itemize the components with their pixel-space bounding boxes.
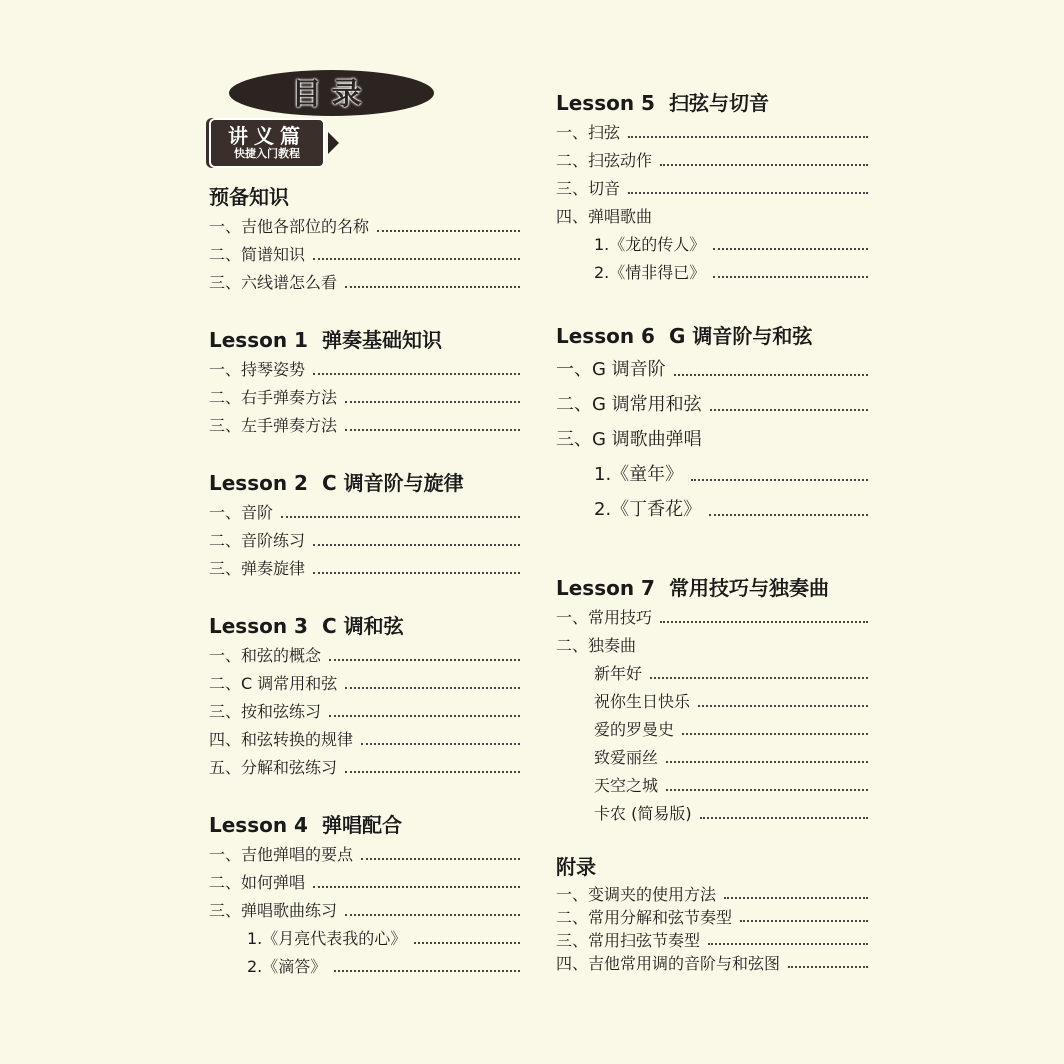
group-title xyxy=(209,327,520,353)
dot-leader xyxy=(710,409,868,411)
toc-entry[interactable] xyxy=(556,604,868,632)
toc-entry[interactable] xyxy=(209,241,520,269)
dot-leader xyxy=(377,230,520,232)
dot-leader xyxy=(313,886,520,888)
toc-group xyxy=(556,575,868,828)
dot-leader xyxy=(674,374,868,376)
dot-leader xyxy=(281,516,520,518)
toc-entry[interactable] xyxy=(209,869,520,897)
toc-entry[interactable] xyxy=(209,726,520,754)
toc-entry-label: 2.《滴答》 xyxy=(247,957,327,976)
toc-entry[interactable] xyxy=(209,642,520,670)
toc-entry-label: 二、常用分解和弦节奏型 xyxy=(556,908,733,927)
dot-leader xyxy=(691,479,868,481)
toc-entry-label: 三、按和弦练习 xyxy=(209,702,322,721)
toc-entry-label: 三、G 调歌曲弹唱 xyxy=(556,429,702,450)
toc-entry[interactable] xyxy=(209,925,520,953)
toc-group xyxy=(209,812,520,981)
toc-entry[interactable] xyxy=(209,384,520,412)
toc-entry-label: 二、独奏曲 xyxy=(556,636,637,655)
toc-entry-label: 三、切音 xyxy=(556,179,621,198)
dot-leader xyxy=(414,942,520,944)
lesson-number: Lesson 7 xyxy=(556,576,655,600)
toc-entry-label: 爱的罗曼史 xyxy=(594,720,675,739)
toc-entry-label: 四、弹唱歌曲 xyxy=(556,207,653,226)
group-title xyxy=(556,575,868,601)
toc-entry-label: 1.《童年》 xyxy=(594,464,684,485)
toc-entry-label: 二、如何弹唱 xyxy=(209,873,306,892)
dot-leader xyxy=(666,761,868,763)
section-tag xyxy=(209,118,520,168)
toc-entry-label: 三、常用扫弦节奏型 xyxy=(556,931,701,950)
lesson-title: 预备知识 xyxy=(209,185,289,209)
toc-entry-label: 新年好 xyxy=(594,664,643,683)
toc-banner xyxy=(229,70,434,116)
toc-entry[interactable] xyxy=(209,356,520,384)
dot-leader xyxy=(329,659,520,661)
group-title xyxy=(209,470,520,496)
group-title xyxy=(556,90,868,116)
dot-leader xyxy=(724,897,868,899)
dot-leader xyxy=(788,966,868,968)
dot-leader xyxy=(329,715,520,717)
toc-entry-label: 祝你生日快乐 xyxy=(594,692,691,711)
lesson-number: Lesson 5 xyxy=(556,91,655,115)
section-tag-box xyxy=(209,118,325,168)
lesson-number: Lesson 1 xyxy=(209,328,308,352)
toc-group xyxy=(209,327,520,440)
toc-entry[interactable] xyxy=(209,754,520,782)
toc-entry[interactable] xyxy=(209,670,520,698)
toc-entry-label: 一、吉他各部位的名称 xyxy=(209,217,370,236)
lesson-title: G 调音阶与和弦 xyxy=(668,324,813,348)
triangle-arrow-icon xyxy=(328,132,339,154)
lesson-title: 弹唱配合 xyxy=(321,813,402,837)
toc-entry[interactable] xyxy=(556,688,868,716)
toc-entry[interactable] xyxy=(556,716,868,744)
dot-leader xyxy=(682,733,868,735)
toc-entry-label: 四、吉他常用调的音阶与和弦图 xyxy=(556,954,781,973)
toc-entry-label: 二、右手弹奏方法 xyxy=(209,388,338,407)
dot-leader xyxy=(708,943,868,945)
toc-entry[interactable] xyxy=(556,119,868,147)
toc-entry-label: 1.《月亮代表我的心》 xyxy=(247,929,407,948)
toc-entry[interactable] xyxy=(556,259,868,287)
dot-leader xyxy=(628,136,868,138)
toc-group xyxy=(209,613,520,782)
toc-entry[interactable] xyxy=(556,772,868,800)
toc-entry[interactable] xyxy=(209,953,520,981)
toc-entry-label: 卡农 (简易版) xyxy=(594,804,692,823)
toc-entry[interactable] xyxy=(556,883,868,906)
toc-entry[interactable] xyxy=(556,800,868,828)
toc-entry-label: 一、扫弦 xyxy=(556,123,621,142)
dot-leader xyxy=(313,544,520,546)
group-title xyxy=(209,184,520,210)
toc-group xyxy=(209,184,520,297)
right-group-list xyxy=(556,90,868,975)
left-group-list xyxy=(209,184,520,981)
toc-entry-label: 三、弹唱歌曲练习 xyxy=(209,901,338,920)
toc-entry-label: 四、和弦转换的规律 xyxy=(209,730,354,749)
toc-entry[interactable] xyxy=(556,906,868,929)
section-tag-title: 讲义篇 xyxy=(228,124,306,148)
dot-leader xyxy=(740,920,868,922)
toc-group xyxy=(556,323,868,527)
toc-entry[interactable] xyxy=(556,203,868,231)
dot-leader xyxy=(313,373,520,375)
dot-leader xyxy=(666,789,868,791)
dot-leader xyxy=(700,817,868,819)
dot-leader xyxy=(650,677,868,679)
lesson-title: 常用技巧与独奏曲 xyxy=(668,576,829,600)
toc-entry-label: 三、左手弹奏方法 xyxy=(209,416,338,435)
lesson-number: Lesson 6 xyxy=(556,324,655,348)
toc-entry-label: 二、G 调常用和弦 xyxy=(556,394,702,415)
toc-entry-label: 一、持琴姿势 xyxy=(209,360,306,379)
dot-leader xyxy=(345,429,520,431)
toc-entry-label: 致爱丽丝 xyxy=(594,748,659,767)
toc-entry-label: 二、扫弦动作 xyxy=(556,151,653,170)
toc-entry[interactable] xyxy=(556,231,868,259)
toc-entry-label: 二、音阶练习 xyxy=(209,531,306,550)
toc-entry-label: 天空之城 xyxy=(594,776,659,795)
toc-entry-label: 二、简谱知识 xyxy=(209,245,306,264)
toc-entry[interactable] xyxy=(556,660,868,688)
toc-entry-label: 一、吉他弹唱的要点 xyxy=(209,845,354,864)
toc-entry[interactable] xyxy=(209,499,520,527)
group-title xyxy=(556,323,868,349)
toc-entry-label: 五、分解和弦练习 xyxy=(209,758,338,777)
dot-leader xyxy=(345,914,520,916)
toc-entry-label: 2.《情非得已》 xyxy=(594,263,706,282)
toc-left-column xyxy=(209,70,520,981)
toc-entry[interactable] xyxy=(556,457,868,492)
dot-leader xyxy=(313,258,520,260)
toc-group xyxy=(556,90,868,287)
lesson-title: 弹奏基础知识 xyxy=(321,328,442,352)
toc-entry-label: 一、和弦的概念 xyxy=(209,646,322,665)
toc-right-column xyxy=(556,90,868,975)
lesson-number: Lesson 2 xyxy=(209,471,308,495)
toc-entry[interactable] xyxy=(209,841,520,869)
toc-entry[interactable] xyxy=(556,387,868,422)
toc-entry[interactable] xyxy=(209,698,520,726)
toc-banner-label: 目录 xyxy=(291,77,372,112)
toc-entry-label: 二、C 调常用和弦 xyxy=(209,674,338,693)
lesson-title: 扫弦与切音 xyxy=(668,91,769,115)
section-tag-subtitle: 快捷入门教程 xyxy=(234,147,300,160)
group-title xyxy=(209,812,520,838)
toc-entry-label: 2.《丁香花》 xyxy=(594,499,702,520)
toc-entry[interactable] xyxy=(556,175,868,203)
toc-entry[interactable] xyxy=(556,147,868,175)
dot-leader xyxy=(709,514,868,516)
toc-entry[interactable] xyxy=(556,492,868,527)
toc-entry-label: 一、音阶 xyxy=(209,503,274,522)
dot-leader xyxy=(313,572,520,574)
toc-entry[interactable] xyxy=(209,555,520,583)
dot-leader xyxy=(361,858,520,860)
toc-entry[interactable] xyxy=(209,269,520,297)
dot-leader xyxy=(660,164,868,166)
toc-entry-label: 三、弹奏旋律 xyxy=(209,559,306,578)
toc-entry[interactable] xyxy=(209,213,520,241)
dot-leader xyxy=(361,743,520,745)
dot-leader xyxy=(345,401,520,403)
lesson-title: 附录 xyxy=(556,855,596,879)
dot-leader xyxy=(345,687,520,689)
toc-entry-label: 三、六线谱怎么看 xyxy=(209,273,338,292)
dot-leader xyxy=(334,970,520,972)
dot-leader xyxy=(345,771,520,773)
lesson-number: Lesson 4 xyxy=(209,813,308,837)
toc-entry[interactable] xyxy=(556,952,868,975)
toc-entry[interactable] xyxy=(209,527,520,555)
toc-entry-label: 1.《龙的传人》 xyxy=(594,235,706,254)
dot-leader xyxy=(698,705,868,707)
toc-entry-label: 一、变调夹的使用方法 xyxy=(556,885,717,904)
dot-leader xyxy=(345,286,520,288)
dot-leader xyxy=(628,192,868,194)
toc-entry-label: 一、G 调音阶 xyxy=(556,359,666,380)
dot-leader xyxy=(713,248,868,250)
toc-group xyxy=(209,470,520,583)
toc-entry[interactable] xyxy=(556,632,868,660)
lesson-title: C 调音阶与旋律 xyxy=(321,471,464,495)
toc-entry[interactable] xyxy=(556,929,868,952)
dot-leader xyxy=(660,621,868,623)
toc-group xyxy=(556,854,868,975)
toc-entry[interactable] xyxy=(556,352,868,387)
toc-entry[interactable] xyxy=(556,744,868,772)
group-title xyxy=(209,613,520,639)
lesson-title: C 调和弦 xyxy=(321,614,404,638)
toc-entry[interactable] xyxy=(556,422,868,457)
toc-entry[interactable] xyxy=(209,412,520,440)
dot-leader xyxy=(713,276,868,278)
lesson-number: Lesson 3 xyxy=(209,614,308,638)
toc-entry-label: 一、常用技巧 xyxy=(556,608,653,627)
group-title xyxy=(556,854,868,880)
toc-entry[interactable] xyxy=(209,897,520,925)
